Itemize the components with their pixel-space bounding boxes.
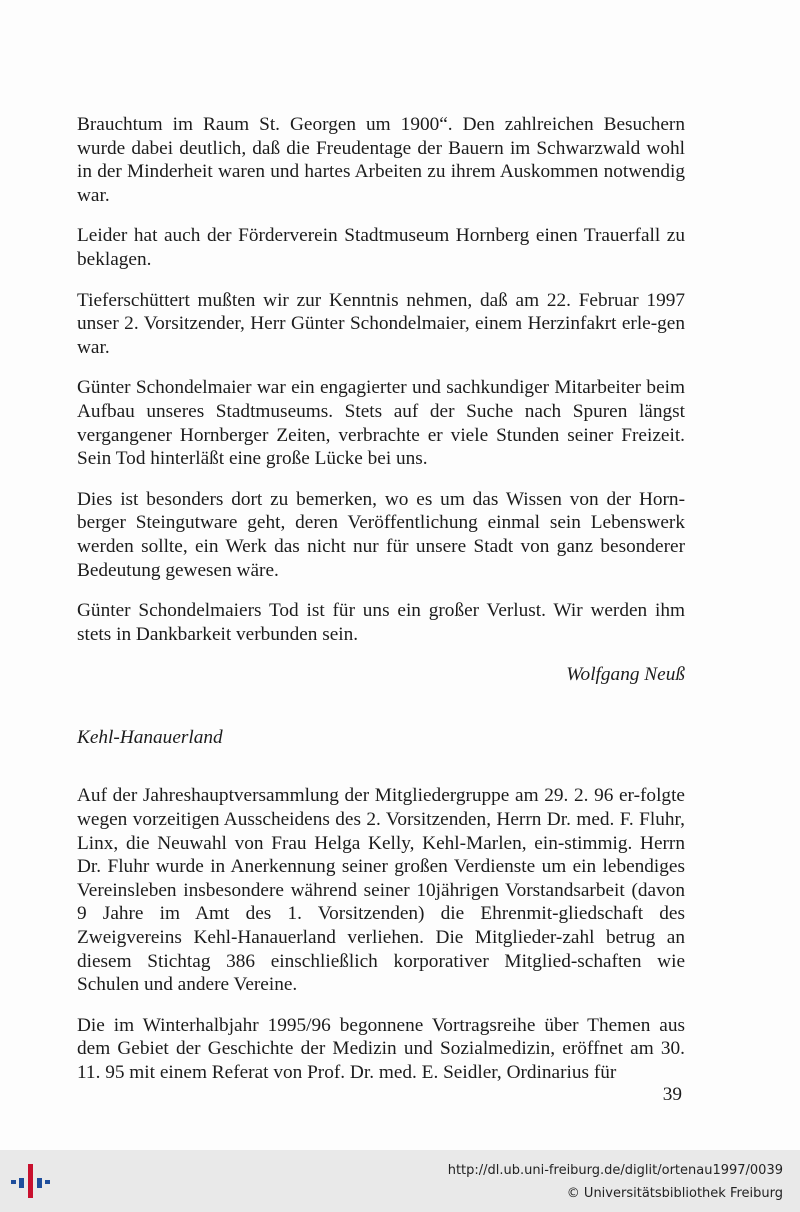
paragraph: Leider hat auch der Förderverein Stadtmuseum Hornberg einen Trauerfall zu beklagen. bbox=[77, 225, 685, 270]
author-signature: Wolfgang Neuß bbox=[566, 664, 685, 686]
paragraph: Auf der Jahreshauptversammlung der Mitgliedergruppe am 29. 2. 96 er-folgte wegen vorzeitigen Ausscheidens des 2. Vorsitzenden, Herrn Dr. med. F. Fluhr, Linx, die Neuwahl von Frau Helga Kelly, Kehl-Marlen, ein-stimmig. Herrn Dr. Fluhr wurde in Anerkennung seiner großen Verdienste um ein lebendiges Vereinsleben insbesondere während seiner 10jährigen Vorstandsarbeit (davon 9 Jahre im Amt des 1. Vorsitzenden) die Ehrenmit-gliedschaft des Zweigvereins Kehl-Hanauerland verliehen. Die Mitglieder-zahl betrug an diesem Stichtag 386 einschließlich korporativer Mitglied-schaften wie Schulen und andere Vereine. bbox=[77, 785, 685, 996]
paragraph: Die im Winterhalbjahr 1995/96 begonnene Vortragsreihe über Themen aus dem Gebiet der Geschichte der Medizin und Sozialmedizin, eröffnet am 30. 11. 95 mit einem Referat von Prof. Dr. med. E. Seidler, Ordinarius für bbox=[77, 1014, 685, 1083]
section-heading: Kehl-Hanauerland bbox=[77, 726, 223, 748]
source-url-link[interactable]: http://dl.ub.uni-freiburg.de/diglit/ortenau1997/0039 bbox=[447, 1163, 783, 1178]
paragraph: Dies ist besonders dort zu bemerken, wo es um das Wissen von der Horn-berger Steingutware geht, deren Veröffentlichung einmal sein Lebenswerk werden sollte, ein Werk das nicht nur für unsere Stadt von ganz besonderer Bedeutung gewesen wäre. bbox=[77, 488, 685, 581]
page-body bbox=[77, 113, 685, 1102]
paragraph: Günter Schondelmaiers Tod ist für uns ein großer Verlust. Wir werden ihm stets in Dankbarkeit verbunden sein. bbox=[77, 600, 685, 645]
page-number: 39 bbox=[662, 1084, 682, 1105]
paragraph: Brauchtum im Raum St. Georgen um 1900“. Den zahlreichen Besuchern wurde dabei deutlich, daß die Freudentage der Bauern im Schwarzwald wohl in der Minderheit waren und hartes Arbeiten zu ihrem Auskommen notwendig war. bbox=[77, 114, 685, 206]
paragraph: Tieferschüttert mußten wir zur Kenntnis nehmen, daß am 22. Februar 1997 unser 2. Vorsitzender, Herr Günter Schondelmaier, einem Herzinfakrt erle-gen war. bbox=[77, 289, 685, 358]
library-footer bbox=[0, 1150, 800, 1212]
paragraph: Günter Schondelmaier war ein engagierter und sachkundiger Mitarbeiter beim Aufbau unseres Stadtmuseums. Stets auf der Suche nach Spuren längst vergangener Hornberger Zeiten, verbrachte er viele Stunden seiner Freizeit. Sein Tod hinterläßt eine große Lücke bei uns. bbox=[77, 377, 685, 470]
ub-freiburg-logo-icon bbox=[8, 1158, 54, 1204]
copyright-text: © Universitätsbibliothek Freiburg bbox=[566, 1186, 783, 1201]
